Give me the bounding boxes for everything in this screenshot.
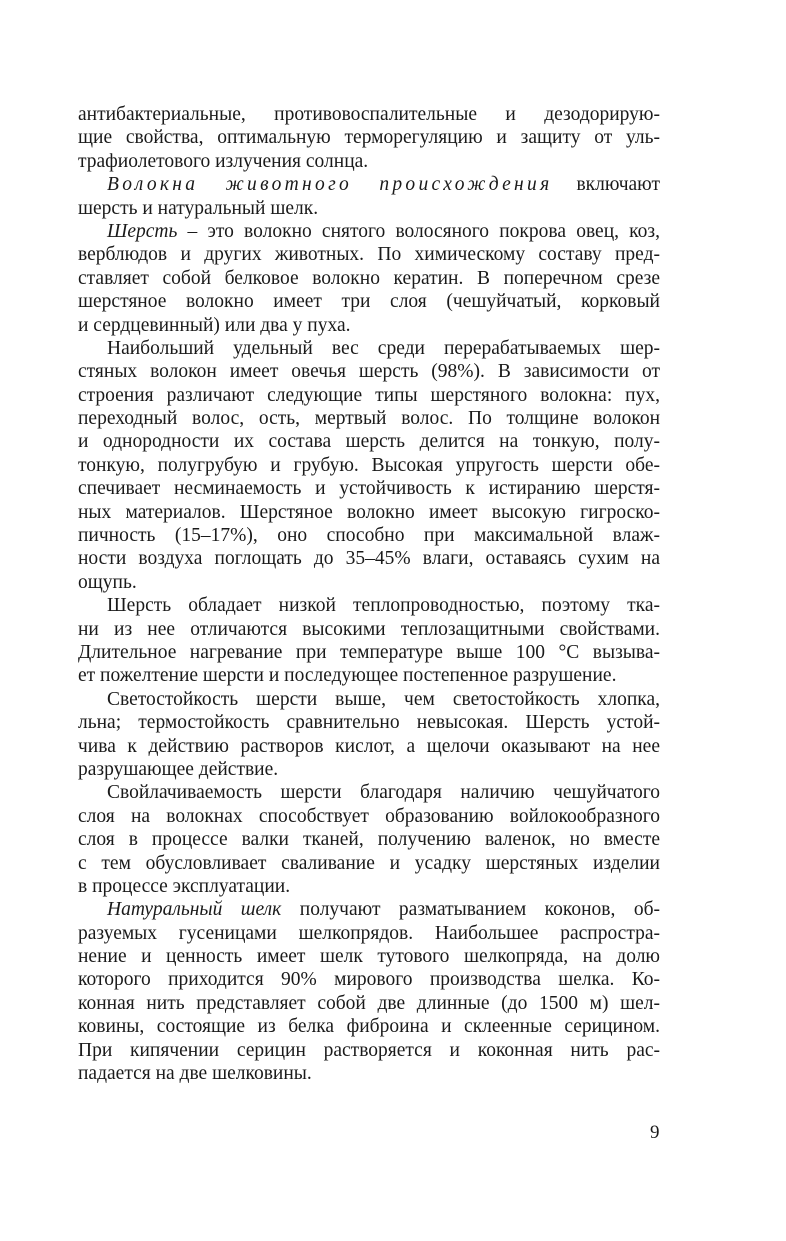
text-line: конная нить представляет собой две длинные (до 1500 м) шел-	[78, 992, 660, 1014]
text-line: ни из нее отличаются высокими теплозащитными свойствами.	[78, 618, 660, 640]
text-line: ности воздуха поглощать до 35–45% влаги, оставаясь сухим на	[78, 548, 660, 570]
text-line: щие свойства, оптимальную терморегуляцию и защиту от уль-	[78, 127, 660, 149]
text-line	[78, 220, 660, 243]
text-line: разрушающее действие.	[78, 758, 279, 780]
text-line: Длительное нагревание при температуре выше 100 °С вызыва-	[78, 641, 660, 663]
text-line: стяных волокон имеет овечья шерсть (98%). В зависимости от	[78, 361, 660, 383]
text-span: – это волокно снятого волосяного покрова овец, коз,	[177, 220, 660, 242]
paragraph	[78, 173, 660, 220]
text-line: ет пожелтение шерсти и последующее постепенное разрушение.	[78, 665, 617, 687]
paragraph	[78, 103, 660, 173]
text-line: разуемых гусеницами шелкопрядов. Наибольшее распростра-	[78, 922, 660, 944]
paragraph	[78, 898, 660, 1085]
text-line: льна; термостойкость сравнительно невысокая. Шерсть устой-	[78, 712, 660, 734]
text-line: и сердцевинный) или два у пуха.	[78, 314, 351, 336]
text-line: шерстяное волокно имеет три слоя (чешуйчатый, корковый	[78, 291, 660, 313]
text-line: которого приходится 90% мирового производства шелка. Ко-	[78, 969, 660, 991]
page-number: 9	[650, 1122, 660, 1143]
paragraph	[78, 781, 660, 898]
paragraph	[78, 337, 660, 594]
text-line: ощупь.	[78, 571, 137, 593]
emphasized-term: Шерсть	[107, 220, 178, 242]
text-line: ставляет собой белковое волокно кератин. В поперечном срезе	[78, 267, 660, 289]
text-line: тонкую, полугрубую и грубую. Высокая упругость шерсти обе-	[78, 454, 660, 476]
text-line: Наибольший удельный вес среди перерабатываемых шер-	[107, 337, 660, 359]
text-line: переходный волос, ость, мертвый волос. По толщине волокон	[78, 408, 660, 430]
text-line: Светостойкость шерсти выше, чем светостойкость хлопка,	[107, 688, 660, 710]
emphasized-term: Волокна животного происхождения	[107, 174, 553, 196]
text-line: пичность (15–17%), оно способно при максимальной влаж-	[78, 525, 660, 547]
text-line: слоя в процессе валки тканей, получению валенок, но вместе	[78, 829, 660, 851]
paragraph	[78, 688, 660, 782]
text-line	[78, 898, 660, 921]
text-line: верблюдов и других животных. По химическому составу пред-	[78, 244, 660, 266]
paragraph	[78, 220, 660, 337]
text-line: ковины, состоящие из белка фиброина и склеенные серицином.	[78, 1016, 660, 1038]
text-line: в процессе эксплуатации.	[78, 875, 291, 897]
page-body	[78, 103, 660, 1085]
text-line: ных материалов. Шерстяное волокно имеет высокую гигроско-	[78, 501, 660, 523]
text-line: Свойлачиваемость шерсти благодаря наличию чешуйчатого	[107, 782, 660, 804]
text-line: Шерсть обладает низкой теплопроводностью, поэтому тка-	[107, 595, 660, 617]
text-span: включают	[552, 174, 660, 196]
text-line: нение и ценность имеет шелк тутового шелкопряда, на долю	[78, 946, 660, 968]
text-line: строения различают следующие типы шерстяного волокна: пух,	[78, 384, 660, 406]
text-line: антибактериальные, противовоспалительные и дезодорирую-	[78, 104, 660, 125]
text-line: При кипячении серицин растворяется и коконная нить рас-	[78, 1039, 660, 1061]
text-line: спечивает несминаемость и устойчивость к истиранию шерстя-	[78, 478, 660, 500]
text-line	[78, 173, 660, 196]
text-span: получают разматыванием коконов, об-	[281, 899, 660, 921]
text-line: трафиолетового излучения солнца.	[78, 150, 369, 172]
emphasized-term: Натуральный шелк	[107, 899, 282, 921]
text-line: и однородности их состава шерсть делится на тонкую, полу-	[78, 431, 660, 453]
text-line: с тем обусловливает сваливание и усадку шерстяных изделии	[78, 852, 660, 874]
paragraph	[78, 594, 660, 688]
text-line: падается на две шелковины.	[78, 1063, 312, 1085]
text-line: чива к действию растворов кислот, а щелочи оказывают на нее	[78, 735, 660, 757]
text-line: слоя на волокнах способствует образованию войлокообразного	[78, 805, 660, 827]
text-line: шерсть и натуральный шелк.	[78, 197, 319, 219]
